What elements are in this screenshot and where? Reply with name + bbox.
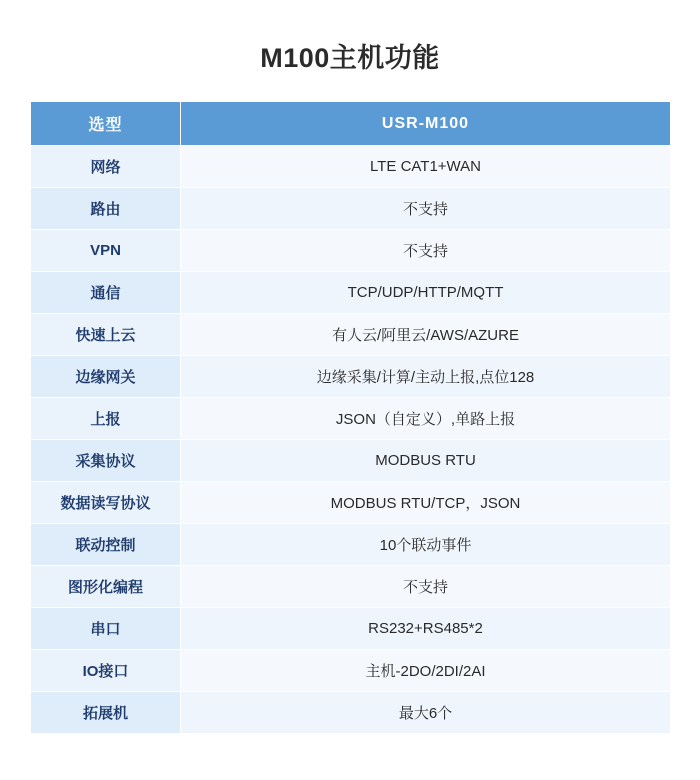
row-value: 不支持 bbox=[181, 566, 671, 608]
table-row bbox=[31, 482, 671, 524]
header-cell-option: 选型 bbox=[31, 102, 181, 146]
table-row bbox=[31, 650, 671, 692]
row-label: 路由 bbox=[31, 188, 181, 230]
table-row bbox=[31, 314, 671, 356]
row-label: 通信 bbox=[31, 272, 181, 314]
row-value: 有人云/阿里云/AWS/AZURE bbox=[181, 314, 671, 356]
table-row bbox=[31, 608, 671, 650]
table-row bbox=[31, 398, 671, 440]
table-row bbox=[31, 230, 671, 272]
row-value: TCP/UDP/HTTP/MQTT bbox=[181, 272, 671, 314]
header-cell-model: USR-M100 bbox=[181, 102, 671, 146]
spec-table-body bbox=[31, 102, 671, 734]
row-label: 数据读写协议 bbox=[31, 482, 181, 524]
table-row bbox=[31, 272, 671, 314]
table-row bbox=[31, 692, 671, 734]
table-row bbox=[31, 188, 671, 230]
row-label: 图形化编程 bbox=[31, 566, 181, 608]
table-row bbox=[31, 566, 671, 608]
row-value: 主机-2DO/2DI/2AI bbox=[181, 650, 671, 692]
row-value: 不支持 bbox=[181, 230, 671, 272]
row-label: 上报 bbox=[31, 398, 181, 440]
row-value: 10个联动事件 bbox=[181, 524, 671, 566]
spec-table bbox=[30, 101, 671, 734]
table-row bbox=[31, 440, 671, 482]
row-value: MODBUS RTU/TCP，JSON bbox=[181, 482, 671, 524]
row-label: 联动控制 bbox=[31, 524, 181, 566]
row-value: LTE CAT1+WAN bbox=[181, 146, 671, 188]
row-value: 最大6个 bbox=[181, 692, 671, 734]
table-row bbox=[31, 146, 671, 188]
table-header-row bbox=[31, 102, 671, 146]
row-label: IO接口 bbox=[31, 650, 181, 692]
row-label: 快速上云 bbox=[31, 314, 181, 356]
row-value: 边缘采集/计算/主动上报,点位128 bbox=[181, 356, 671, 398]
row-label: 串口 bbox=[31, 608, 181, 650]
row-label: 采集协议 bbox=[31, 440, 181, 482]
row-value: MODBUS RTU bbox=[181, 440, 671, 482]
row-label: VPN bbox=[31, 230, 181, 272]
row-label: 网络 bbox=[31, 146, 181, 188]
row-value: 不支持 bbox=[181, 188, 671, 230]
row-value: RS232+RS485*2 bbox=[181, 608, 671, 650]
table-row bbox=[31, 356, 671, 398]
page-title: M100主机功能 bbox=[260, 43, 440, 73]
row-label: 拓展机 bbox=[31, 692, 181, 734]
table-row bbox=[31, 524, 671, 566]
row-value: JSON（自定义）,单路上报 bbox=[181, 398, 671, 440]
row-label: 边缘网关 bbox=[31, 356, 181, 398]
